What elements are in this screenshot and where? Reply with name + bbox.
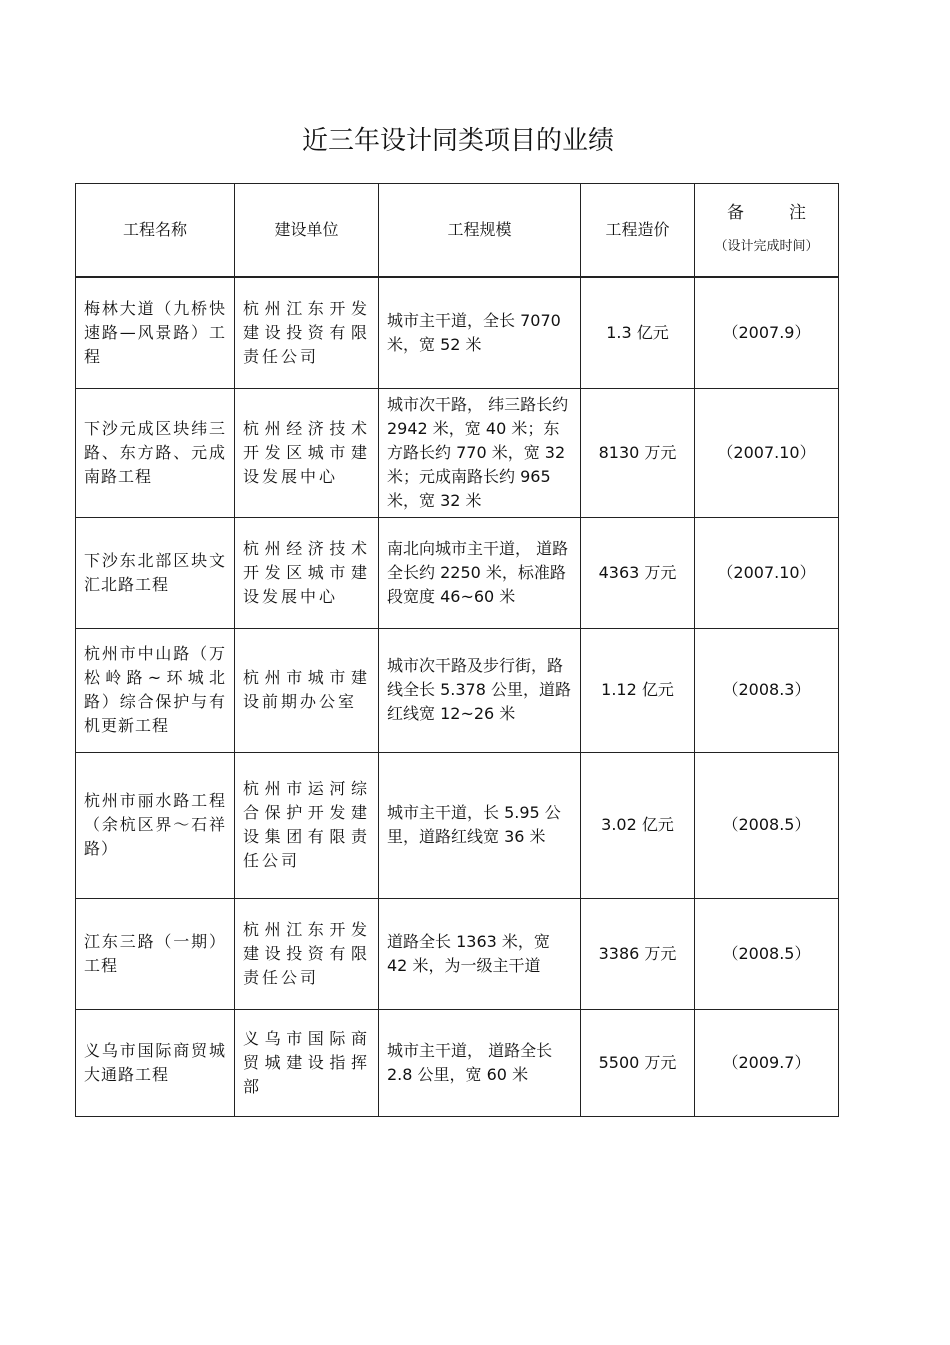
- project-name-cell: 下沙东北部区块文汇北路工程: [76, 517, 235, 628]
- construction-unit-cell: 杭州市城市建设前期办公室: [235, 628, 379, 752]
- project-name-cell: 江东三路（一期）工程: [76, 898, 235, 1009]
- project-cost-cell: 3386 万元: [581, 898, 695, 1009]
- header-project-cost: 工程造价: [581, 184, 695, 278]
- project-records-table: [75, 183, 839, 1117]
- remark-cell: （2008.5）: [695, 898, 839, 1009]
- remark-cell: （2008.5）: [695, 752, 839, 898]
- project-name-cell: 义乌市国际商贸城大通路工程: [76, 1009, 235, 1116]
- construction-unit-cell: 杭州江东开发建设投资有限责任公司: [235, 277, 379, 388]
- page-title: 近三年设计同类项目的业绩: [301, 126, 614, 156]
- project-scale-cell: 城市次干路及步行街，路线全长 5.378 公里，道路红线宽 12~26 米: [379, 628, 581, 752]
- project-name-cell: 梅林大道（九桥快速路—风景路）工程: [76, 277, 235, 388]
- remark-cell: （2007.10）: [695, 517, 839, 628]
- project-scale-cell: 城市主干道， 道路全长 2.8 公里，宽 60 米: [379, 1009, 581, 1116]
- table-row: [76, 752, 839, 898]
- project-cost-cell: 5500 万元: [581, 1009, 695, 1116]
- project-scale-cell: 城市次干路， 纬三路长约 2942 米，宽 40 米；东方路长约 770 米，宽 32 米；元成南路长约 965 米，宽 32 米: [379, 388, 581, 517]
- remark-cell: （2007.9）: [695, 277, 839, 388]
- project-scale-cell: 南北向城市主干道， 道路全长约 2250 米，标准路段宽度 46~60 米: [379, 517, 581, 628]
- remark-cell: （2007.10）: [695, 388, 839, 517]
- table-row: [76, 898, 839, 1009]
- construction-unit-cell: 义乌市国际商贸城建设指挥部: [235, 1009, 379, 1116]
- header-project-name: 工程名称: [76, 184, 235, 278]
- table-row: [76, 1009, 839, 1116]
- project-scale-cell: 城市主干道，长 5.95 公里，道路红线宽 36 米: [379, 752, 581, 898]
- table-row: [76, 388, 839, 517]
- header-project-scale: 工程规模: [379, 184, 581, 278]
- project-scale-cell: 道路全长 1363 米，宽 42 米，为一级主干道: [379, 898, 581, 1009]
- project-cost-cell: 1.3 亿元: [581, 277, 695, 388]
- header-remark-label: 备 注: [727, 203, 820, 223]
- project-cost-cell: 3.02 亿元: [581, 752, 695, 898]
- construction-unit-cell: 杭州经济技术开发区城市建设发展中心: [235, 517, 379, 628]
- remark-cell: （2008.3）: [695, 628, 839, 752]
- construction-unit-cell: 杭州经济技术开发区城市建设发展中心: [235, 388, 379, 517]
- header-construction-unit: 建设单位: [235, 184, 379, 278]
- project-cost-cell: 1.12 亿元: [581, 628, 695, 752]
- table-row: [76, 628, 839, 752]
- construction-unit-cell: 杭州江东开发建设投资有限责任公司: [235, 898, 379, 1009]
- project-name-cell: 杭州市中山路（万松岭路~环城北路）综合保护与有机更新工程: [76, 628, 235, 752]
- project-scale-cell: 城市主干道，全长 7070 米，宽 52 米: [379, 277, 581, 388]
- construction-unit-cell: 杭州市运河综合保护开发建设集团有限责任公司: [235, 752, 379, 898]
- header-remark-sub: （设计完成时间）: [714, 239, 819, 254]
- table-header-row: [76, 184, 839, 278]
- project-cost-cell: 4363 万元: [581, 517, 695, 628]
- project-name-cell: 下沙元成区块纬三路、东方路、元成南路工程: [76, 388, 235, 517]
- table-row: [76, 277, 839, 388]
- project-name-cell: 杭州市丽水路工程（余杭区界～石祥路）: [76, 752, 235, 898]
- header-remark: [695, 184, 839, 278]
- table-row: [76, 517, 839, 628]
- remark-cell: （2009.7）: [695, 1009, 839, 1116]
- project-cost-cell: 8130 万元: [581, 388, 695, 517]
